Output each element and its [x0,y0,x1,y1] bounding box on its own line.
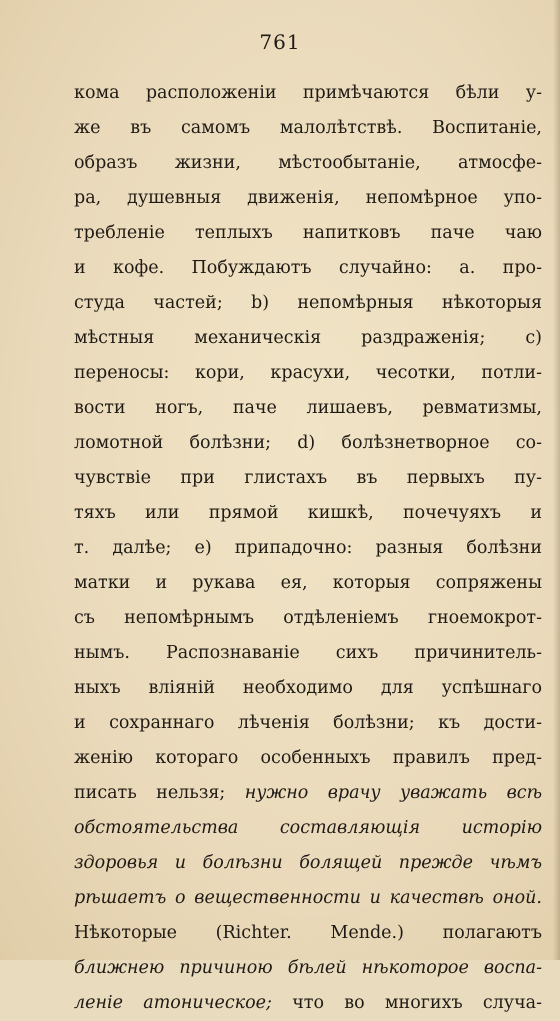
text-line: ленiе атоническое; что во многихъ случа- [74,993,542,1013]
text-line-italic: рѣшаетъ о вещественности и качествѣ оной. [74,888,542,908]
italic-text: ленiе атоническое; [74,993,272,1013]
text-line: т. далѣе; е) припадочно: разныя болѣзни [74,538,542,558]
text-line-italic: обстоятельства составляющiя исторiю [74,818,542,838]
text-line: ра, душевныя движенiя, непомѣрное упо- [74,188,542,208]
text-line-italic: ближнею причиною бѣлей нѣкоторое воспа- [74,958,542,978]
text-line: переносы: кори, красухи, чесотки, потли- [74,363,542,383]
text-line: кома расположенiи примѣчаются бѣли у- [74,83,542,103]
text-line: вости ногъ, паче лишаевъ, ревматизмы, [74,398,542,418]
text-line: образъ жизни, мѣстообытанiе, атмосфе- [74,153,542,173]
text-line: женiю котораго особенныхъ правилъ пред- [74,748,542,768]
text-line: Нѣкоторые (Richter. Mende.) полагаютъ [74,923,542,943]
text-line: чувствiе при глистахъ въ первыхъ пу- [74,468,542,488]
text-line: ломотной болѣзни; d) болѣзнетворное со- [74,433,542,453]
page-number: 761 [259,30,301,54]
page-edge-shadow [553,0,560,960]
text-line: студа частей; b) непомѣрныя нѣкоторыя [74,293,542,313]
text-line: ныхъ влiянiй необходимо для успѣшнаго [74,678,542,698]
text-line: мѣстныя механическiя раздраженiя; с) [74,328,542,348]
text-line: писать нельзя; нужно врачу уважать всѣ [74,783,543,803]
text-line: матки и рукава ея, которыя сопряжены [74,573,542,593]
text-line: требленiе теплыхъ напитковъ паче чаю [74,223,542,243]
text-line: и кофе. Побуждаютъ случайно: а. про- [74,258,542,278]
text-line: тяхъ или прямой кишкѣ, почечуяхъ и [74,503,542,523]
text-line: съ непомѣрнымъ отдѣленiемъ гноемокрот- [74,608,542,628]
text-line-italic: здоровья и болѣзни болящей прежде чѣмъ [74,853,542,873]
body-text [74,76,542,1021]
text-line: и сохраннаго лѣченiя болѣзни; къ дости- [74,713,542,733]
italic-text: нужно врачу уважать всѣ [244,783,543,803]
text-line: нымъ. Распознаванiе сихъ причинитель- [74,643,542,663]
text-line: же въ самомъ малолѣтствѣ. Воспитанiе, [74,118,542,138]
